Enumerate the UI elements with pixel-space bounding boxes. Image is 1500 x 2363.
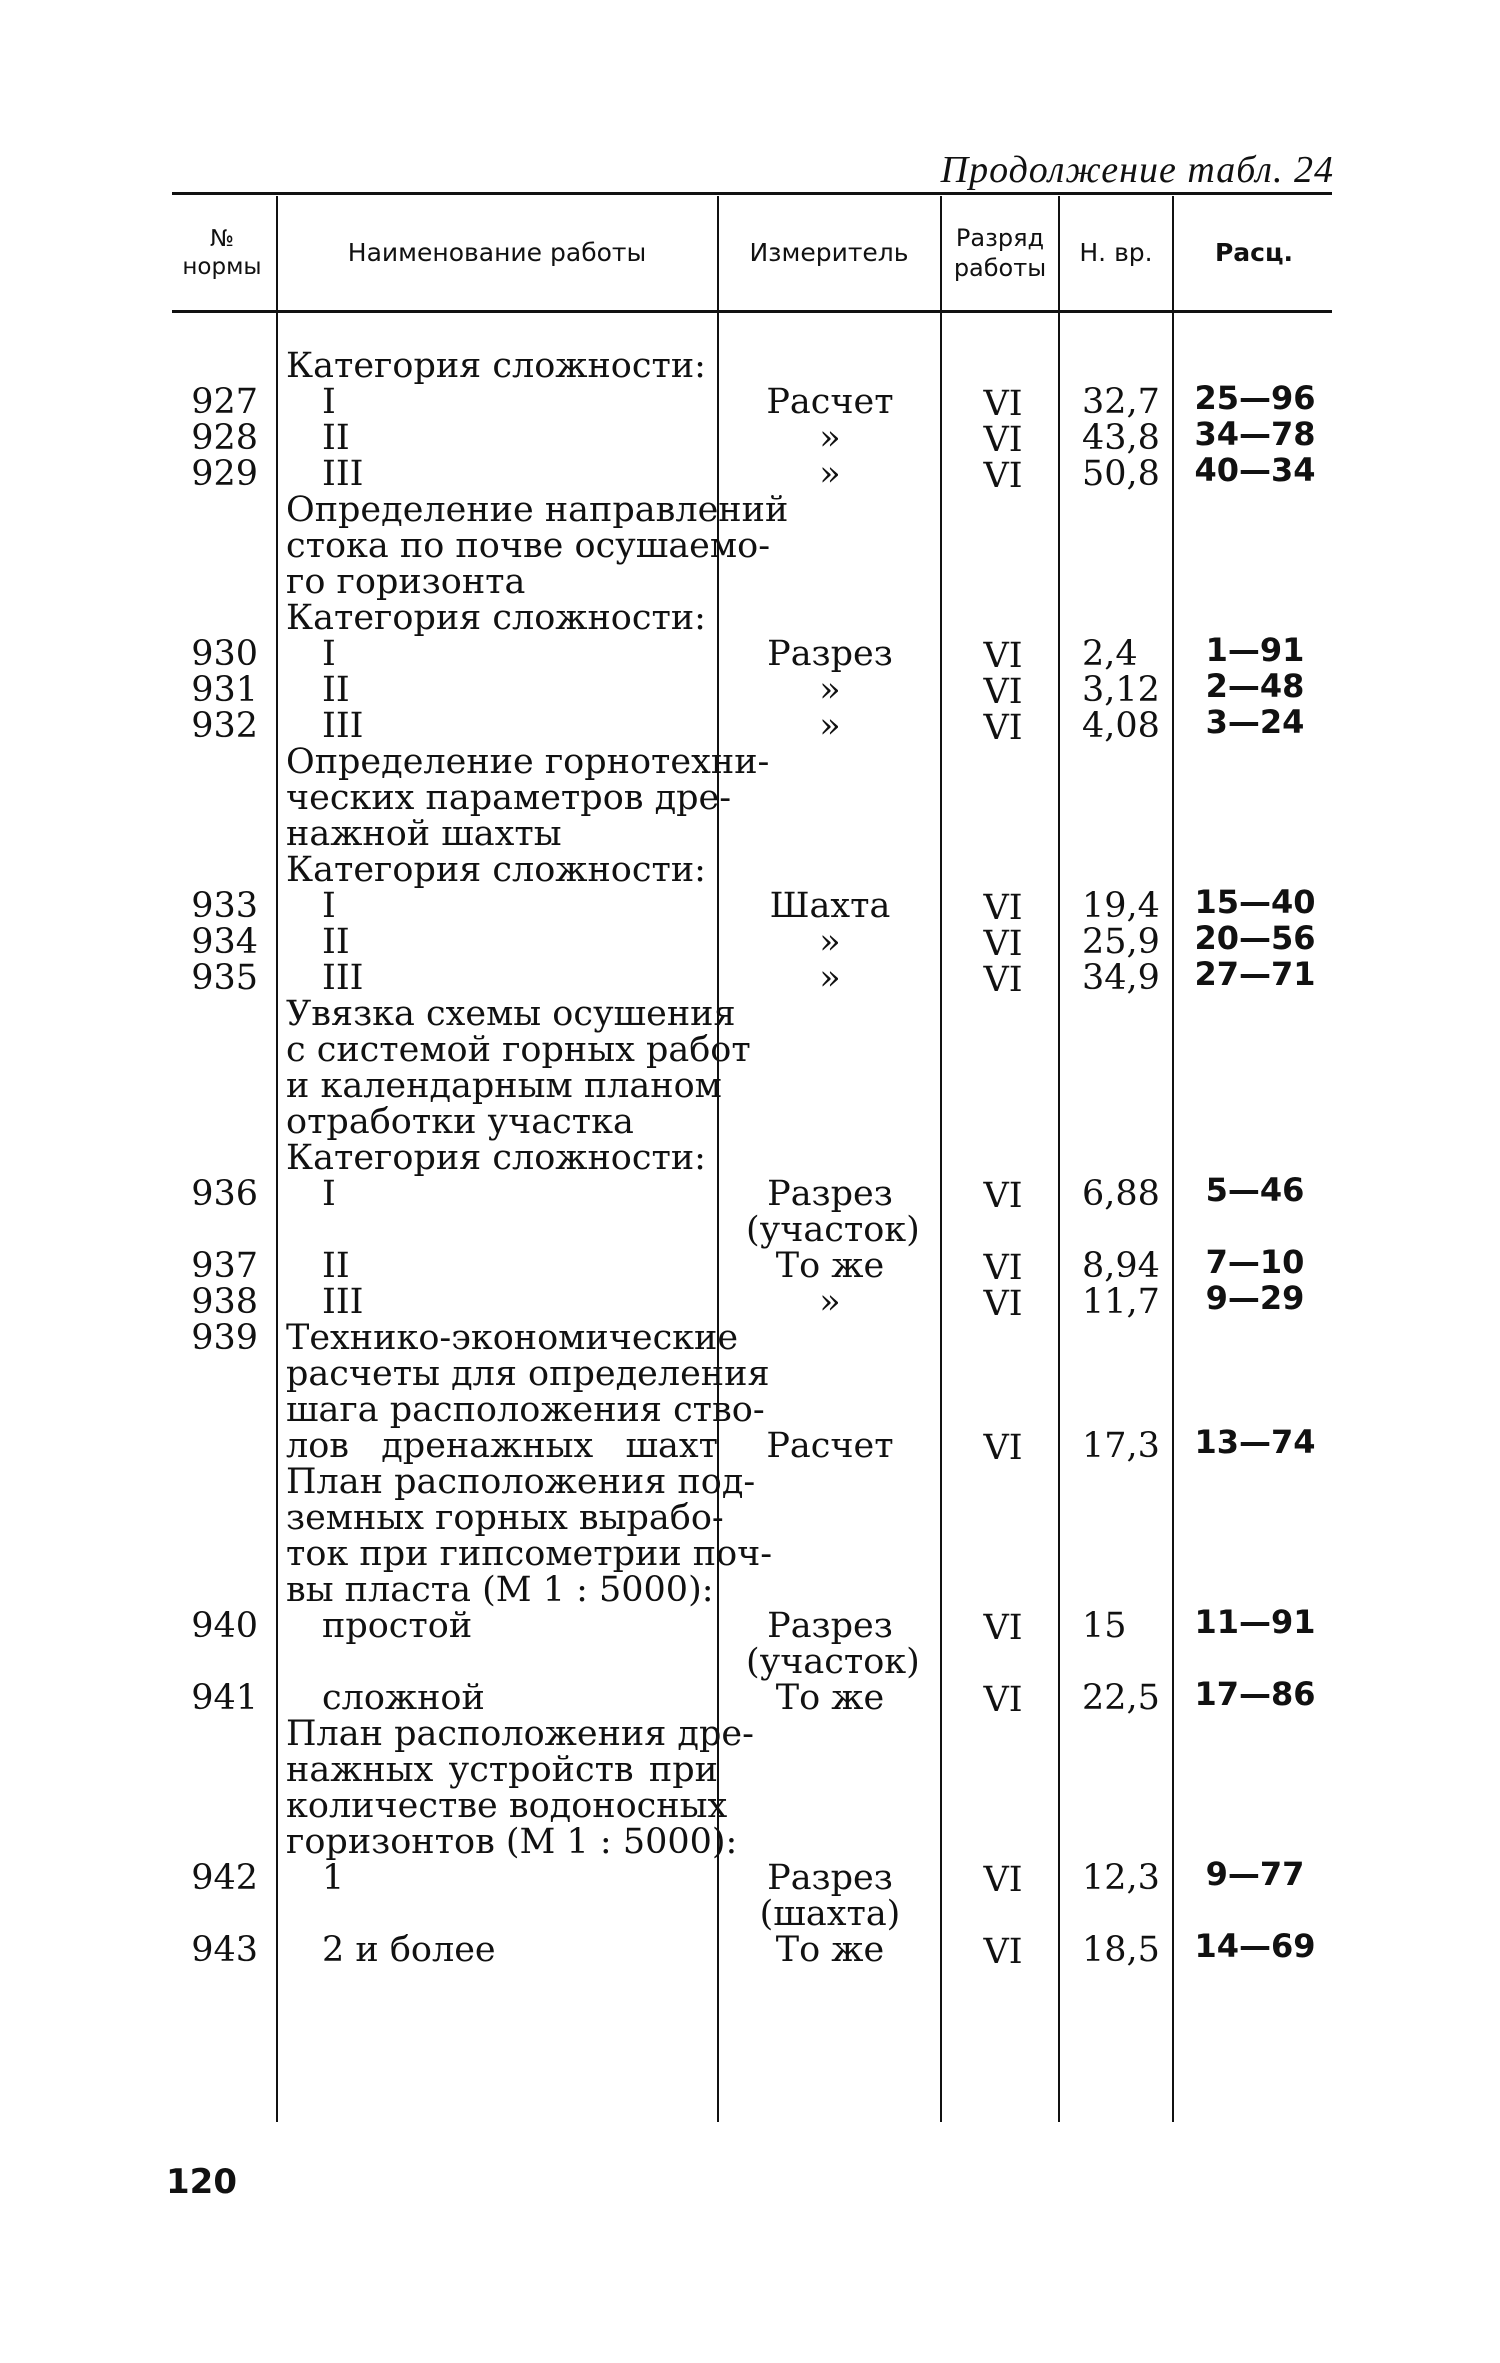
grade-cell: VI [983, 1932, 1023, 1972]
work-name-line: I [322, 634, 336, 674]
grade-cell: VI [983, 1176, 1023, 1216]
norm-number: 934 [191, 922, 258, 962]
norm-number: 933 [191, 886, 258, 926]
grade-cell: VI [983, 384, 1023, 424]
work-name-line: ческих параметров дре- [286, 778, 732, 818]
rate-cell: 15—40 [1194, 883, 1316, 921]
page-number: 120 [166, 2162, 237, 2202]
norm-number: 939 [191, 1318, 258, 1358]
unit-cell: » [819, 706, 841, 746]
rate-cell: 27—71 [1194, 955, 1316, 993]
unit-cell: » [819, 670, 841, 710]
work-name-line: 2 и более [322, 1930, 496, 1970]
work-name-line: 1 [322, 1858, 345, 1898]
work-name-line: нажных устройств при [286, 1750, 718, 1790]
rate-cell: 5—46 [1205, 1171, 1305, 1209]
work-name-line: ток при гипсометрии поч- [286, 1534, 773, 1574]
work-name-line: и календарным планом [286, 1066, 722, 1106]
norm-time-cell: 32,7 [1082, 382, 1160, 422]
rate-cell: 9—29 [1205, 1279, 1305, 1317]
table-header-rule [172, 310, 1332, 313]
unit-cell: То же [775, 1930, 885, 1970]
norm-time-cell: 12,3 [1082, 1858, 1160, 1898]
norm-time-cell: 18,5 [1082, 1930, 1160, 1970]
work-name-line: План расположения под- [286, 1462, 756, 1502]
grade-cell: VI [983, 1428, 1023, 1468]
rate-cell: 11—91 [1194, 1603, 1316, 1641]
norm-time-cell: 4,08 [1082, 706, 1160, 746]
rate-cell: 3—24 [1205, 703, 1305, 741]
grade-cell: VI [983, 1248, 1023, 1288]
work-name-line: нажной шахты [286, 814, 562, 854]
grade-cell: VI [983, 1860, 1023, 1900]
work-name-line: вы пласта (М 1 : 5000): [286, 1570, 714, 1610]
work-name-line: лов дренажных шахт [286, 1426, 718, 1466]
work-name-line: Категория сложности: [286, 1138, 706, 1178]
header-norm-number: № нормы [182, 226, 262, 280]
work-name-line: III [322, 958, 364, 998]
rate-cell: 14—69 [1194, 1927, 1316, 1965]
norm-time-cell: 22,5 [1082, 1678, 1160, 1718]
unit-cell: » [819, 1282, 841, 1322]
norm-time-cell: 25,9 [1082, 922, 1160, 962]
table-continuation-caption: Продолжение табл. 24 [940, 149, 1334, 191]
work-name-line: II [322, 1246, 350, 1286]
norm-number: 929 [191, 454, 258, 494]
norm-time-cell: 43,8 [1082, 418, 1160, 458]
header-work-name: Наименование работы [347, 238, 647, 267]
work-name-line: II [322, 922, 350, 962]
grade-cell: VI [983, 888, 1023, 928]
rate-cell: 20—56 [1194, 919, 1316, 957]
norm-time-cell: 11,7 [1082, 1282, 1160, 1322]
work-name-line: количестве водоносных [286, 1786, 728, 1826]
grade-cell: VI [983, 708, 1023, 748]
work-name-line: II [322, 418, 350, 458]
norm-time-cell: 17,3 [1082, 1426, 1160, 1466]
work-name-line: Увязка схемы осушения [286, 994, 736, 1034]
grade-cell: VI [983, 636, 1023, 676]
grade-cell: VI [983, 1284, 1023, 1324]
header-unit: Измеритель [749, 238, 909, 267]
work-name-line: Категория сложности: [286, 598, 706, 638]
norm-time-cell: 2,4 [1082, 634, 1138, 674]
norm-number: 928 [191, 418, 258, 458]
norm-time-cell: 6,88 [1082, 1174, 1160, 1214]
work-name-line: I [322, 1174, 336, 1214]
norm-number: 936 [191, 1174, 258, 1214]
work-name-line: го горизонта [286, 562, 526, 602]
unit-cell: Шахта [769, 886, 891, 926]
rate-cell: 13—74 [1194, 1423, 1316, 1461]
work-name-line: сложной [322, 1678, 485, 1718]
grade-cell: VI [983, 960, 1023, 1000]
work-name-line: отработки участка [286, 1102, 634, 1142]
column-divider [1172, 196, 1174, 2122]
rate-cell: 2—48 [1205, 667, 1305, 705]
header-norm-time: Н. вр. [1079, 238, 1153, 267]
norm-time-cell: 8,94 [1082, 1246, 1160, 1286]
column-divider [940, 196, 942, 2122]
rate-cell: 34—78 [1194, 415, 1316, 453]
unit-cell: Разрез (шахта) [759, 1858, 901, 1934]
work-name-line: Технико-экономические [286, 1318, 739, 1358]
rate-cell: 7—10 [1205, 1243, 1305, 1281]
unit-cell: » [819, 454, 841, 494]
work-name-line: III [322, 454, 364, 494]
work-name-line: горизонтов (М 1 : 5000): [286, 1822, 738, 1862]
norm-time-cell: 34,9 [1082, 958, 1160, 998]
work-name-line: Определение горнотехни- [286, 742, 770, 782]
work-name-line: стока по почве осушаемо- [286, 526, 771, 566]
work-name-line: III [322, 1282, 364, 1322]
unit-cell: То же [775, 1678, 885, 1718]
rate-cell: 1—91 [1205, 631, 1305, 669]
norm-number: 935 [191, 958, 258, 998]
norm-number: 941 [191, 1678, 258, 1718]
unit-cell: » [819, 958, 841, 998]
header-grade: Разряд работы [953, 224, 1047, 282]
work-name-line: простой [322, 1606, 473, 1646]
grade-cell: VI [983, 1680, 1023, 1720]
unit-cell: Разрез [767, 634, 893, 674]
work-name-line: Определение направлений [286, 490, 789, 530]
header-rate: Расц. [1214, 238, 1294, 267]
norm-number: 943 [191, 1930, 258, 1970]
unit-cell: То же [775, 1246, 885, 1286]
norm-time-cell: 3,12 [1082, 670, 1160, 710]
unit-cell: Расчет [766, 382, 894, 422]
rate-cell: 25—96 [1194, 379, 1316, 417]
unit-cell: » [819, 418, 841, 458]
work-name-line: земных горных вырабо- [286, 1498, 724, 1538]
grade-cell: VI [983, 924, 1023, 964]
work-name-line: III [322, 706, 364, 746]
norm-time-cell: 50,8 [1082, 454, 1160, 494]
work-name-line: шага расположения ство- [286, 1390, 765, 1430]
rate-cell: 9—77 [1205, 1855, 1305, 1893]
work-name-line: расчеты для определения [286, 1354, 770, 1394]
norm-time-cell: 15 [1082, 1606, 1127, 1646]
norm-number: 927 [191, 382, 258, 422]
column-divider [276, 196, 278, 2122]
norm-number: 940 [191, 1606, 258, 1646]
norm-number: 930 [191, 634, 258, 674]
norm-time-cell: 19,4 [1082, 886, 1160, 926]
norm-number: 937 [191, 1246, 258, 1286]
norm-number: 931 [191, 670, 258, 710]
work-name-line: I [322, 382, 336, 422]
work-name-line: I [322, 886, 336, 926]
unit-cell: » [819, 922, 841, 962]
work-name-line: Категория сложности: [286, 850, 706, 890]
work-name-line: с системой горных работ [286, 1030, 751, 1070]
norm-number: 942 [191, 1858, 258, 1898]
work-name-line: План расположения дре- [286, 1714, 754, 1754]
work-name-line: Категория сложности: [286, 346, 706, 386]
unit-cell: Расчет [766, 1426, 894, 1466]
grade-cell: VI [983, 456, 1023, 496]
unit-cell: Разрез (участок) [746, 1174, 920, 1250]
grade-cell: VI [983, 420, 1023, 460]
work-name-line: II [322, 670, 350, 710]
grade-cell: VI [983, 1608, 1023, 1648]
table-top-rule [172, 192, 1332, 195]
norm-number: 938 [191, 1282, 258, 1322]
unit-cell: Разрез (участок) [746, 1606, 920, 1682]
norm-number: 932 [191, 706, 258, 746]
rate-cell: 17—86 [1194, 1675, 1316, 1713]
rate-cell: 40—34 [1194, 451, 1316, 489]
grade-cell: VI [983, 672, 1023, 712]
